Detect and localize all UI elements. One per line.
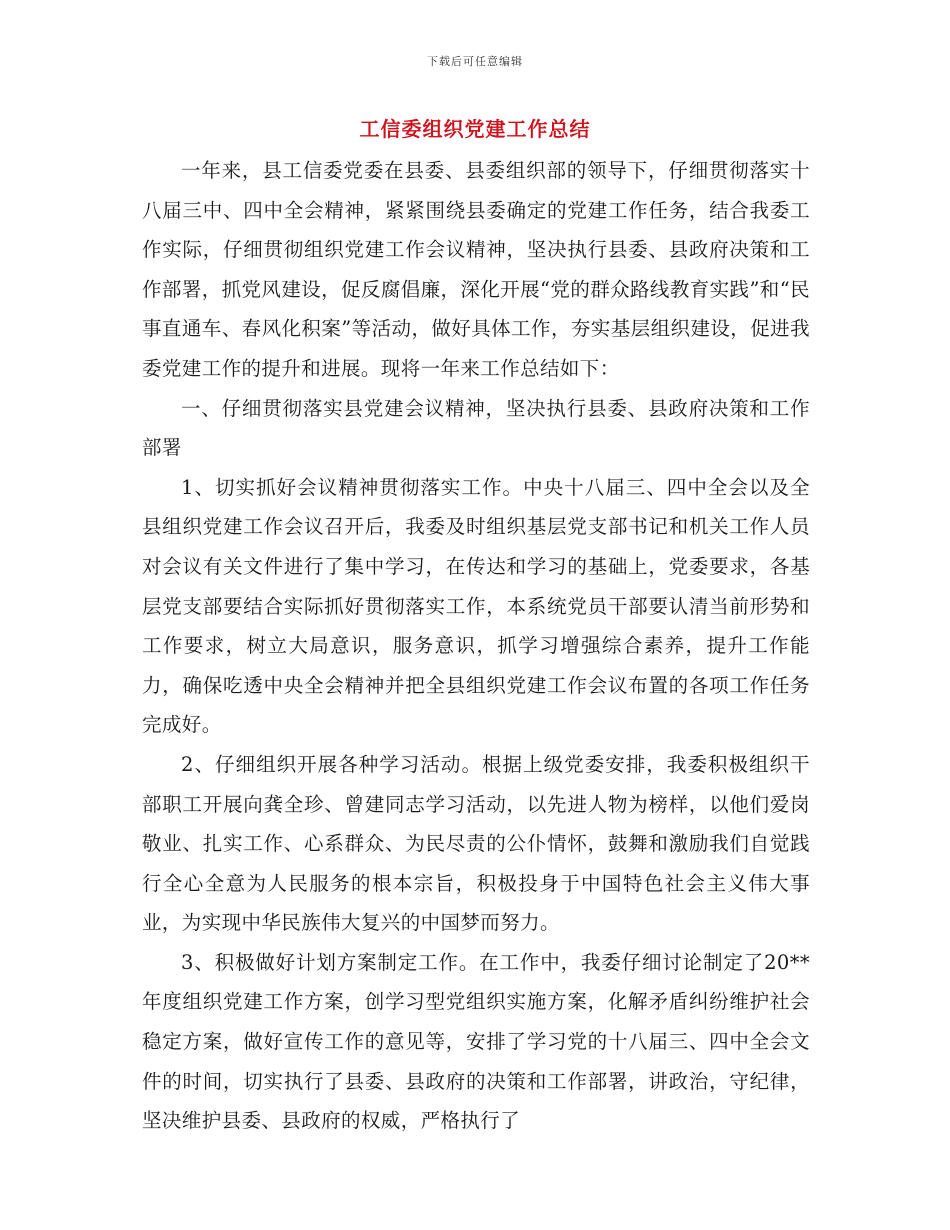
page-header-note: 下载后可任意编辑 xyxy=(427,55,523,68)
paragraph-item-3: 3、积极做好计划方案制定工作。在工作中，我委仔细讨论制定了20**年度组织党建工作方案，创学习型党组织实施方案，化解矛盾纠纷维护社会稳定方案，做好宣传工作的意见等，安排了学习党的十八届三、四中全会文件的时间，切实执行了县委、县政府的决策和工作部署，讲政治，守纪律，坚决维护县委、县政府的权威，严格执行了 xyxy=(142,950,810,1133)
paragraph-section-heading: 一、仔细贯彻落实县党建会议精神，坚决执行县委、县政府决策和工作部署 xyxy=(142,396,810,460)
paragraph-item-2: 2、仔细组织开展各种学习活动。根据上级党委安排，我委积极组织干部职工开展向龚全珍、曾建同志学习活动，以先进人物为榜样，以他们爱岗敬业、扎实工作、心系群众、为民尽责的公仆情怀，鼓舞和激励我们自觉践行全心全意为人民服务的根本宗旨，积极投身于中国特色社会主义伟大事业，为实现中华民族伟大复兴的中国梦而努力。 xyxy=(142,752,810,935)
document-title: 工信委组织党建工作总结 xyxy=(359,117,591,141)
document-body xyxy=(142,151,810,1141)
paragraph-intro: 一年来，县工信委党委在县委、县委组织部的领导下，仔细贯彻落实十八届三中、四中全会精神，紧紧围绕县委确定的党建工作任务，结合我委工作实际，仔细贯彻组织党建工作会议精神，坚决执行县委、县政府决策和工作部署，抓党风建设，促反腐倡廉，深化开展“党的群众路线教育实践”和“民事直通车、春风化积案”等活动，做好具体工作，夯实基层组织建设，促进我委党建工作的提升和进展。现将一年来工作总结如下： xyxy=(142,159,810,380)
paragraph-item-1: 1、切实抓好会议精神贯彻落实工作。中央十八届三、四中全会以及全县组织党建工作会议召开后，我委及时组织基层党支部书记和机关工作人员对会议有关文件进行了集中学习，在传达和学习的基础上，党委要求，各基层党支部要结合实际抓好贯彻落实工作，本系统党员干部要认清当前形势和工作要求，树立大局意识，服务意识，抓学习增强综合素养，提升工作能力，确保吃透中央全会精神并把全县组织党建工作会议布置的各项工作任务完成好。 xyxy=(142,475,810,737)
